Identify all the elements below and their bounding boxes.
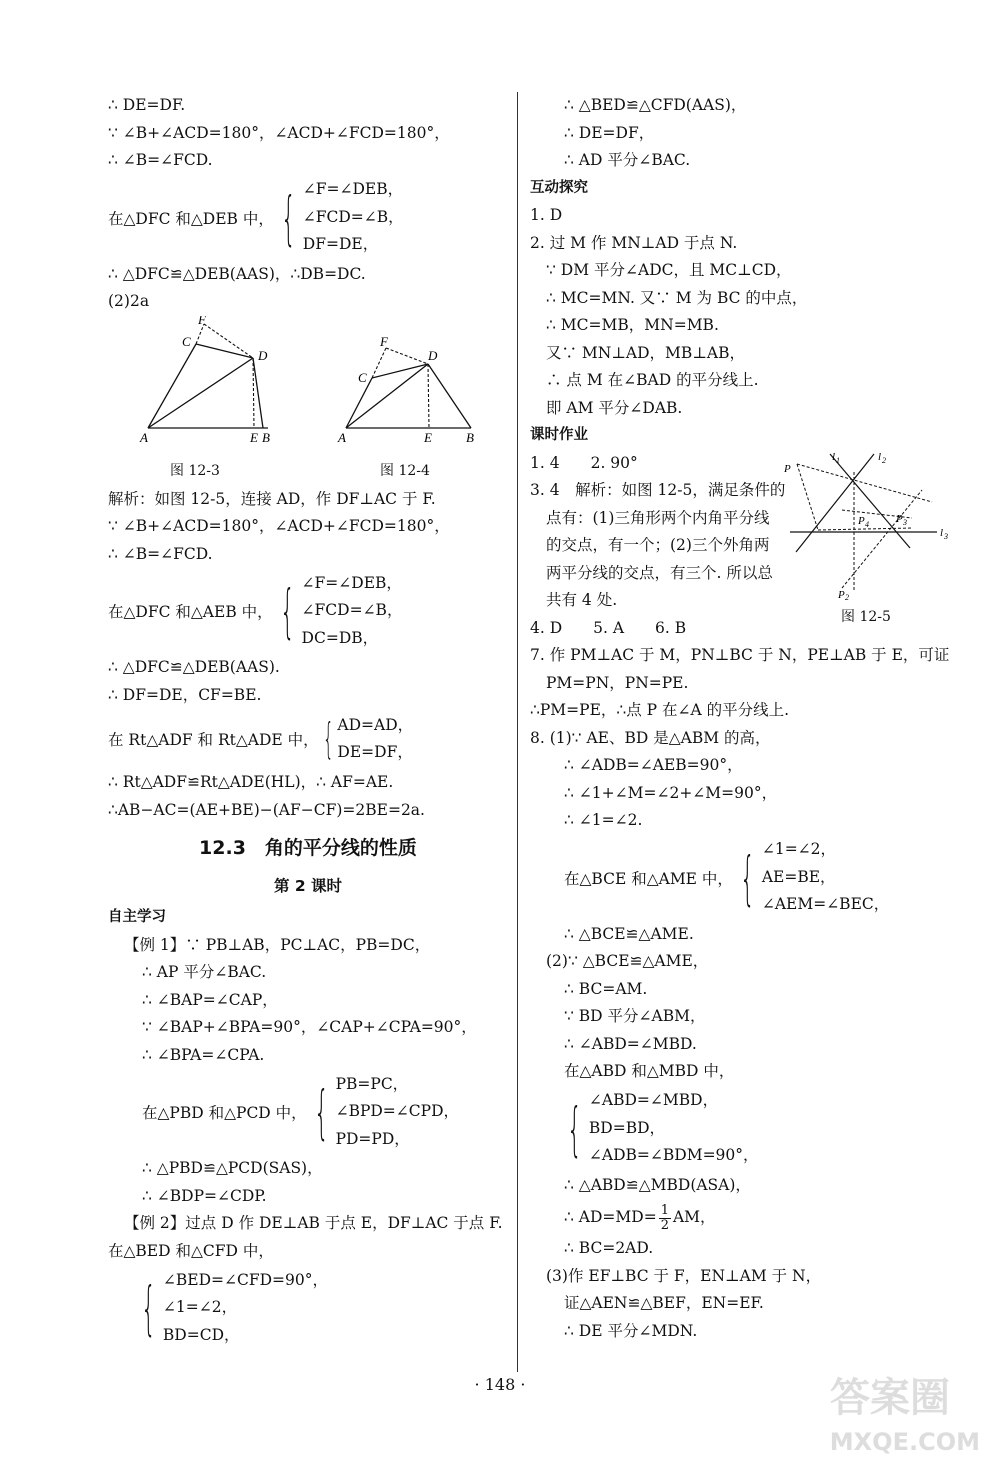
text-line: 两平分线的交点，有三个. 所以总 xyxy=(546,563,773,582)
heading-interactive: 互动探究 xyxy=(530,179,588,196)
text-line: ∴ △DFC≌△DEB(AAS)，∴DB=DC. xyxy=(108,264,366,283)
brace-item: AD=AD， xyxy=(337,715,414,734)
text-line: 在△BED 和△CFD 中， xyxy=(108,1241,274,1260)
text-line: ∴ AP 平分∠BAC. xyxy=(142,963,267,981)
fraction-line xyxy=(530,1199,950,1235)
text-line: (2)2a xyxy=(108,292,150,310)
brace-item: ∠ADB=∠BDM=90°， xyxy=(588,1146,759,1165)
text-line: ∴ MC=MN. 又∵ M 为 BC 的中点， xyxy=(546,288,808,307)
brace-item: BD=CD， xyxy=(162,1325,240,1344)
brace-glyph: { xyxy=(567,1094,582,1163)
svg-text:D: D xyxy=(258,347,268,363)
svg-text:A: A xyxy=(140,429,148,445)
brace-glyph: { xyxy=(740,843,755,912)
text-line: ∴ ∠BPA=∠CPA. xyxy=(142,1045,265,1064)
right-column xyxy=(530,92,950,1345)
svg-text:D: D xyxy=(428,347,438,363)
brace-lead: 在△DFC 和△AEB 中， xyxy=(108,603,273,621)
column-divider xyxy=(517,92,518,1372)
text-line: 【例 1】∵ PB⊥AB，PC⊥AC，PB=DC， xyxy=(124,935,431,954)
brace-glyph: { xyxy=(141,1274,156,1342)
brace-item: ∠1=∠2， xyxy=(761,840,837,859)
brace-item: ∠FCD=∠B， xyxy=(301,601,403,620)
brace-items xyxy=(302,570,403,653)
figure-caption: 图 12-4 xyxy=(380,462,430,479)
text-line: 2. 过 M 作 MN⊥AD 于点 N. xyxy=(530,233,738,252)
brace-item: ∠BPD=∠CPD， xyxy=(335,1102,460,1121)
brace-items xyxy=(337,712,413,767)
brace-item: DF=DE， xyxy=(302,235,379,254)
brace-items xyxy=(589,1087,759,1170)
brace-item: ∠ABD=∠MBD， xyxy=(588,1091,719,1110)
text-line: ∴ MC=MB，MN=MB. xyxy=(546,316,719,334)
brace-system xyxy=(108,1069,508,1155)
brace-glyph: { xyxy=(322,714,334,763)
svg-text:l: l xyxy=(832,450,836,463)
text-line: 共有 4 处. xyxy=(546,591,618,609)
brace-item: DC=DB， xyxy=(301,628,379,647)
text-line: ∴ DF=DE，CF=BE. xyxy=(108,685,262,704)
svg-text:C: C xyxy=(182,333,191,349)
text-line: ∴ BC=2AD. xyxy=(564,1239,654,1257)
brace-system xyxy=(108,709,508,769)
text-line: 8. (1)∵ AE、BD 是△ABM 的高， xyxy=(530,728,771,747)
brace-items xyxy=(163,1267,328,1350)
text-line: 的交点，有一个；(2)三个外角两 xyxy=(546,536,770,554)
text-line: ∵ ∠BAP+∠BPA=90°，∠CAP+∠CPA=90°， xyxy=(142,1018,477,1036)
text-line: ∴ ∠B=∠FCD. xyxy=(108,151,213,169)
brace-lead: 在△BCE 和△AME 中， xyxy=(564,869,733,888)
brace-glyph: { xyxy=(280,183,296,252)
text-line: 证△AEN≌△BEF，EN=EF. xyxy=(564,1294,764,1312)
text-line: ∴ ∠ADB=∠AEB=90°， xyxy=(564,756,743,774)
text-line: 1. 4 2. 90° xyxy=(530,453,638,472)
text-line: ∴ △BCE≌△AME. xyxy=(564,924,694,943)
watermark-text: 答案圈 xyxy=(830,1375,950,1421)
figure-captions xyxy=(108,456,508,486)
brace-system xyxy=(108,1265,508,1351)
brace-item: AE=BE， xyxy=(761,867,836,886)
svg-text:3: 3 xyxy=(944,531,948,541)
figure-12-4 xyxy=(336,316,486,446)
text-line: ∴ DE 平分∠MDN. xyxy=(564,1321,698,1340)
text-fragment: AM， xyxy=(672,1208,716,1226)
fraction xyxy=(659,1204,671,1233)
text-line: ∴ △DFC≌△DEB(AAS). xyxy=(108,658,280,676)
svg-text:3: 3 xyxy=(903,517,907,527)
svg-text:F: F xyxy=(380,333,388,349)
text-line: ∴ ∠1=∠2. xyxy=(564,811,643,829)
page-number: · 148 · xyxy=(474,1375,526,1394)
text-line: ∴ ∠1+∠M=∠2+∠M=90°， xyxy=(564,783,778,802)
section-title: 12.3 角的平分线的性质 xyxy=(199,837,417,859)
text-line: ∴ ∠ABD=∠MBD. xyxy=(564,1034,697,1053)
text-line: ∵ ∠B+∠ACD=180°，∠ACD+∠FCD=180°， xyxy=(108,123,450,142)
svg-text:E: E xyxy=(250,429,258,445)
brace-system xyxy=(108,568,508,654)
brace-lead: 在△PBD 和△PCD 中， xyxy=(142,1104,307,1122)
lesson-title: 第 2 课时 xyxy=(273,877,343,895)
text-line: ∴ 点 M 在∠BAD 的平分线上. xyxy=(546,371,759,389)
text-line: ∴AB−AC=(AE+BE)−(AF−CF)=2BE=2a. xyxy=(108,800,425,819)
brace-item: DE=DF， xyxy=(337,743,413,761)
svg-text:P: P xyxy=(896,512,903,525)
figure-caption: 图 12-3 xyxy=(170,462,220,479)
svg-text:2: 2 xyxy=(882,455,886,465)
text-line: ∴ ∠BAP=∠CAP， xyxy=(142,990,278,1009)
svg-text:l: l xyxy=(940,526,944,539)
text-line: PM=PN，PN=PE. xyxy=(546,673,689,692)
svg-text:l: l xyxy=(878,450,882,463)
figure-12-3 xyxy=(138,316,278,446)
heading-homework: 课时作业 xyxy=(530,427,588,443)
svg-text:E: E xyxy=(424,429,432,445)
svg-text:4: 4 xyxy=(865,519,869,529)
text-line: ∴ DE=DF， xyxy=(564,123,655,142)
text-line: ∴ △PBD≌△PCD(SAS)， xyxy=(142,1159,323,1177)
text-line: ∴ Rt△ADF≌Rt△ADE(HL)，∴ AF=AE. xyxy=(108,773,394,791)
text-line: ∴ △ABD≌△MBD(ASA)， xyxy=(564,1175,751,1194)
svg-text:C: C xyxy=(358,369,367,385)
brace-items xyxy=(336,1071,459,1154)
text-line: 点有：(1)三角形两个内角平分线 xyxy=(546,508,770,527)
text-line: (2)∵ △BCE≌△AME， xyxy=(546,952,709,970)
text-line: 在△ABD 和△MBD 中， xyxy=(564,1062,735,1080)
svg-text:B: B xyxy=(466,429,474,445)
brace-items xyxy=(303,176,404,259)
brace-glyph: { xyxy=(279,577,295,645)
svg-text:F: F xyxy=(198,315,206,327)
figure-caption: 图 12-5 xyxy=(841,608,891,625)
svg-text:P: P xyxy=(858,514,865,527)
figure-12-5 xyxy=(782,450,950,600)
brace-glyph: { xyxy=(313,1078,329,1146)
watermark-logo xyxy=(830,1366,980,1456)
text-line: 7. 作 PM⊥AC 于 M，PN⊥BC 于 N，PE⊥AB 于 E，可证 xyxy=(530,646,950,664)
brace-lead: 在△DFC 和△DEB 中， xyxy=(108,209,274,228)
brace-item: ∠FCD=∠B， xyxy=(302,207,404,226)
brace-item: ∠AEM=∠BEC， xyxy=(761,895,890,914)
fraction-numerator: 1 xyxy=(660,1202,669,1218)
svg-text:P: P xyxy=(784,462,791,475)
brace-item: ∠F=∠DEB， xyxy=(301,573,402,592)
text-line: 1. D xyxy=(530,206,563,224)
text-line: 即 AM 平分∠DAB. xyxy=(546,398,683,417)
figure-12-5-block xyxy=(782,450,950,626)
brace-item: PD=PD， xyxy=(335,1129,410,1148)
text-fragment: ∴ AD=MD= xyxy=(564,1208,657,1226)
text-line: ∴ DE=DF. xyxy=(108,96,186,114)
svg-text:P: P xyxy=(838,588,845,600)
brace-items xyxy=(762,836,889,919)
homework-with-figure xyxy=(530,450,950,625)
svg-text:1: 1 xyxy=(836,455,840,465)
text-line: 3. 4 解析：如图 12-5，满足条件的 xyxy=(530,481,786,499)
svg-text:B: B xyxy=(262,429,270,445)
text-line: ∵ DM 平分∠ADC，且 MC⊥CD， xyxy=(546,261,792,279)
text-line: ∴ BC=AM. xyxy=(564,979,648,998)
watermark-text: MXQE.COM xyxy=(829,1428,980,1456)
figures-row xyxy=(108,316,508,456)
brace-item: PB=PC， xyxy=(335,1074,409,1093)
brace-system xyxy=(530,1086,950,1172)
text-line: ∴ ∠B=∠FCD. xyxy=(108,544,213,563)
brace-system xyxy=(108,175,508,261)
text-line: 【例 2】过点 D 作 DE⊥AB 于点 E，DF⊥AC 于点 F. xyxy=(124,1214,503,1232)
text-line: ∵ ∠B+∠ACD=180°，∠ACD+∠FCD=180°， xyxy=(108,517,450,535)
brace-system xyxy=(530,835,950,921)
text-line: 4. D 5. A 6. B xyxy=(530,618,687,637)
text-line: ∴ AD 平分∠BAC. xyxy=(564,151,691,169)
brace-item: ∠F=∠DEB， xyxy=(302,180,404,199)
text-line: ∵ BD 平分∠ABM， xyxy=(564,1007,706,1025)
text-line: 解析：如图 12-5，连接 AD，作 DF⊥AC 于 F. xyxy=(108,489,436,508)
brace-item: ∠BED=∠CFD=90°， xyxy=(162,1270,329,1289)
fraction-denominator: 2 xyxy=(660,1217,669,1233)
text-line: ∴ △BED≌△CFD(AAS)， xyxy=(564,96,747,114)
svg-text:2: 2 xyxy=(845,592,849,600)
text-line: 又∵ MN⊥AD，MB⊥AB， xyxy=(546,343,745,362)
text-line: ∴PM=PE，∴点 P 在∠A 的平分线上. xyxy=(530,701,790,719)
brace-item: BD=BD， xyxy=(588,1118,666,1137)
text-line: ∴ ∠BDP=∠CDP. xyxy=(142,1186,267,1205)
brace-item: ∠1=∠2， xyxy=(162,1298,238,1317)
text-line: (3)作 EF⊥BC 于 F，EN⊥AM 于 N， xyxy=(546,1266,822,1285)
left-column xyxy=(108,92,508,1351)
svg-text:A: A xyxy=(338,429,346,445)
heading-self-study: 自主学习 xyxy=(108,909,166,925)
brace-lead: 在 Rt△ADF 和 Rt△ADE 中， xyxy=(108,731,319,749)
